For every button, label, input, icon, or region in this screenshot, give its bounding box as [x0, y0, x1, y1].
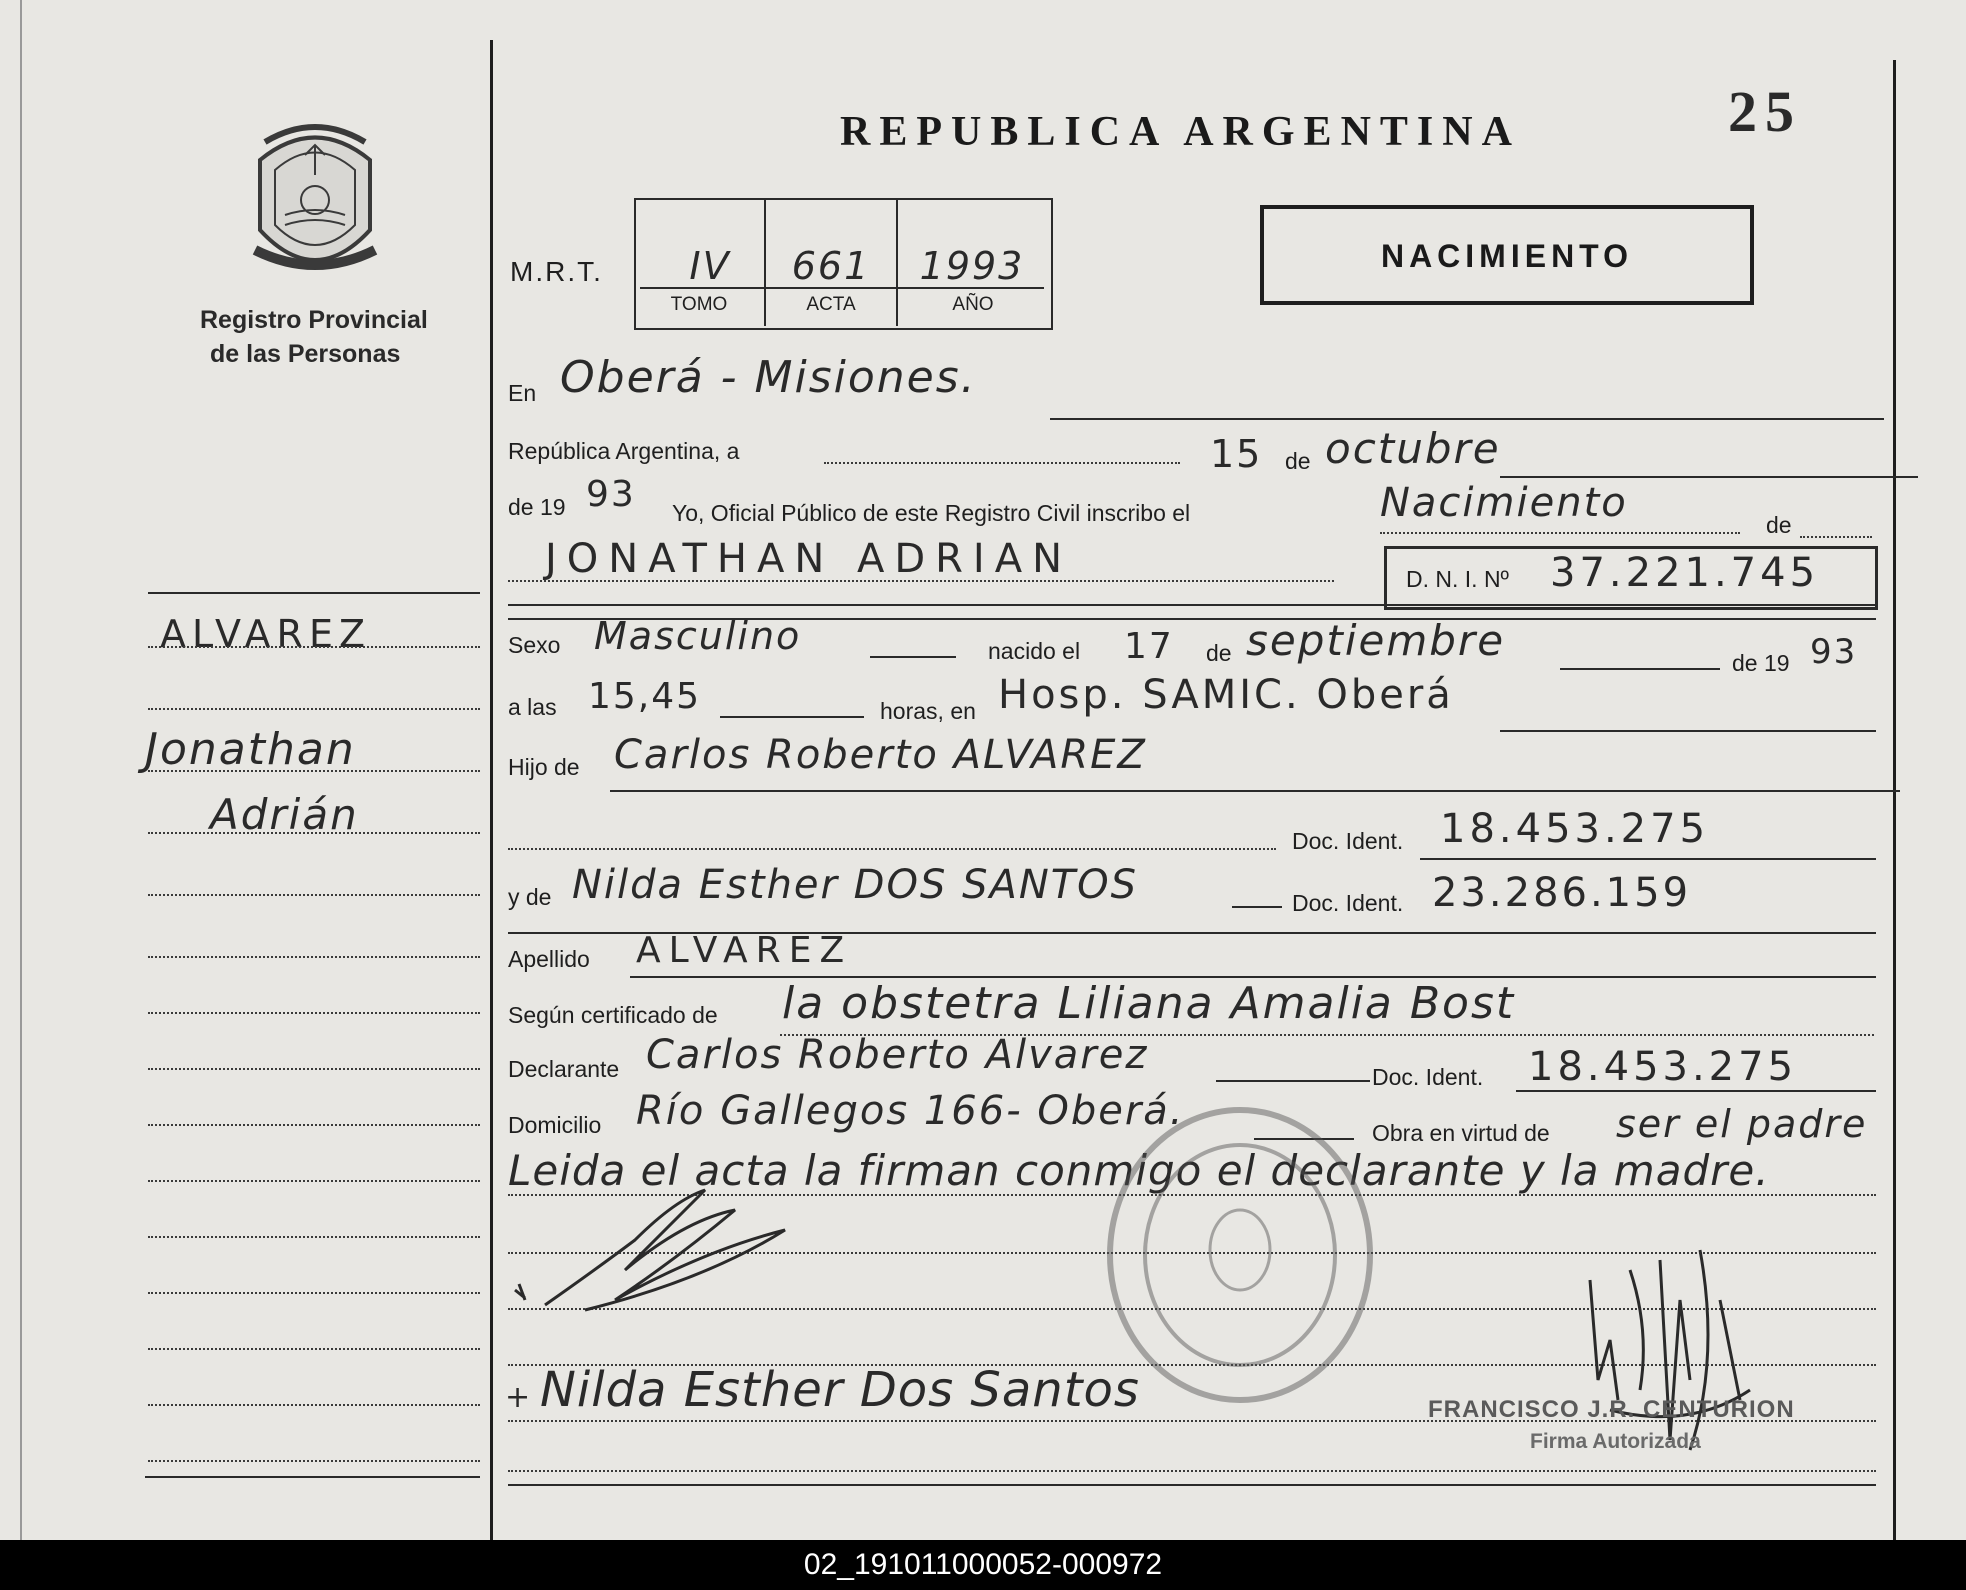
rule [508, 580, 1334, 582]
left-rule [148, 832, 480, 834]
de19-label: de 19 [1732, 650, 1790, 676]
declarante-doc: 18.453.275 [1528, 1044, 1798, 1090]
mother-signature: Nilda Esther Dos Santos [540, 1362, 1140, 1418]
segun-label: Según certificado de [508, 1002, 718, 1028]
a-las-label: a las [508, 694, 557, 720]
left-rule [148, 956, 480, 958]
apellido-value: ALVAREZ [636, 930, 853, 971]
acta-value: 661 [791, 244, 871, 288]
sexo-label: Sexo [508, 632, 561, 658]
nacido-month: septiembre [1246, 616, 1506, 665]
left-rule [148, 1124, 480, 1126]
left-rule [148, 1068, 480, 1070]
full-name-value: JONATHAN ADRIAN [545, 536, 1073, 582]
rule [1800, 536, 1872, 538]
left-rule [148, 770, 480, 772]
left-margin-line [20, 0, 22, 1540]
rule [1380, 532, 1740, 534]
domicilio-label: Domicilio [508, 1112, 602, 1138]
doc-label-3: Doc. Ident. [1372, 1064, 1484, 1090]
inscribo-value: Nacimiento [1380, 480, 1628, 526]
republica-label: República Argentina, a [508, 438, 740, 464]
rule [1216, 1080, 1370, 1082]
left-rule [148, 1348, 480, 1350]
left-rule [148, 1180, 480, 1182]
right-border [1893, 60, 1896, 1540]
left-rule [148, 1292, 480, 1294]
official-signature [1570, 1240, 1760, 1500]
left-surname: ALVAREZ [160, 612, 371, 656]
page-number: 25 [1728, 79, 1802, 144]
apellido-label: Apellido [508, 946, 590, 972]
declarant-signature [505, 1180, 825, 1320]
scan-footer [0, 1540, 1966, 1590]
rule [720, 716, 864, 718]
column-divider [490, 40, 493, 1540]
declarante-value: Carlos Roberto Alvarez [646, 1032, 1149, 1078]
domicilio-value: Río Gallegos 166- Oberá. [636, 1088, 1185, 1134]
doc-label-1: Doc. Ident. [1292, 828, 1404, 854]
rule [1560, 668, 1720, 670]
yde-label: y de [508, 884, 552, 910]
left-name2: Adrián [210, 790, 359, 839]
mrt-label: M.R.T. [510, 256, 603, 287]
officer-title: Firma Autorizada [1530, 1430, 1701, 1453]
acta-label: ACTA [806, 294, 856, 315]
doc-label-2: Doc. Ident. [1292, 890, 1404, 916]
rule [1050, 418, 1884, 420]
sexo-value: Masculino [594, 614, 802, 658]
left-rule [148, 1236, 480, 1238]
rule [1420, 858, 1876, 860]
scan-id: 02_191011000052-000972 [803, 1548, 1163, 1581]
mother-signature-mark: + [505, 1380, 531, 1415]
rule [1516, 1090, 1876, 1092]
padre-doc: 18.453.275 [1440, 806, 1710, 852]
left-rule [148, 1460, 480, 1462]
yo-text: Yo, Oficial Público de este Registro Civil inscribo el [672, 500, 1191, 526]
month-value: octubre [1325, 424, 1501, 473]
certificado-value: la obstetra Liliana Amalia Bost [782, 978, 1516, 1029]
official-stamp [1100, 1100, 1380, 1410]
year-suffix: 93 [586, 474, 636, 515]
country-title: REPUBLICA ARGENTINA [840, 109, 1521, 155]
registry-name-line2: de las Personas [210, 340, 401, 368]
en-value: Oberá - Misiones. [560, 352, 977, 403]
madre-value: Nilda Esther DOS SANTOS [572, 862, 1139, 908]
left-column-top-rule [148, 592, 480, 594]
left-rule [148, 708, 480, 710]
left-rule [148, 894, 480, 896]
de-label: de [1285, 448, 1311, 474]
obra-label: Obra en virtud de [1372, 1120, 1550, 1146]
left-rule [148, 646, 480, 648]
rule [824, 462, 1180, 464]
hora-value: 15,45 [588, 676, 702, 717]
rule [508, 604, 1876, 606]
record-type: NACIMIENTO [1380, 238, 1634, 274]
day-value: 15 [1210, 432, 1263, 476]
nacido-year: 93 [1810, 632, 1858, 672]
obra-value: ser el padre [1616, 1102, 1868, 1146]
dni-label: D. N. I. Nº [1406, 566, 1509, 592]
de-label-3: de [1206, 640, 1232, 666]
rule [508, 848, 1276, 850]
rule [1500, 730, 1876, 732]
lugar-value: Hosp. SAMIC. Oberá [998, 672, 1454, 718]
left-rule [148, 1404, 480, 1406]
left-name1: Jonathan [145, 724, 356, 775]
en-label: En [508, 380, 537, 406]
officer-name: FRANCISCO J.R. CENTURION [1428, 1396, 1795, 1423]
padre-value: Carlos Roberto ALVAREZ [614, 732, 1147, 778]
hijo-label: Hijo de [508, 754, 580, 780]
nacido-day: 17 [1124, 626, 1174, 667]
de-label-2: de [1766, 512, 1792, 538]
ano-label: AÑO [952, 294, 994, 315]
madre-doc: 23.286.159 [1432, 870, 1692, 916]
registry-name-line1: Registro Provincial [200, 306, 428, 334]
rule [1500, 476, 1918, 478]
ano-value: 1993 [919, 244, 1025, 288]
leida-text: Leida el acta la firman conmigo el declarante y la madre. [508, 1146, 1770, 1195]
tomo-value: IV [689, 244, 731, 288]
tomo-label: TOMO [670, 294, 728, 315]
rule [870, 656, 956, 658]
left-rule [148, 1012, 480, 1014]
year-prefix: de 19 [508, 494, 566, 520]
nacido-label: nacido el [988, 638, 1081, 664]
rule [1232, 906, 1282, 908]
horas-label: horas, en [880, 698, 976, 724]
dni-value: 37.221.745 [1550, 550, 1820, 596]
left-column-bottom-rule [145, 1476, 480, 1478]
provincia-misiones-seal-logo [240, 120, 390, 280]
rule [610, 790, 1900, 792]
declarante-label: Declarante [508, 1056, 620, 1082]
